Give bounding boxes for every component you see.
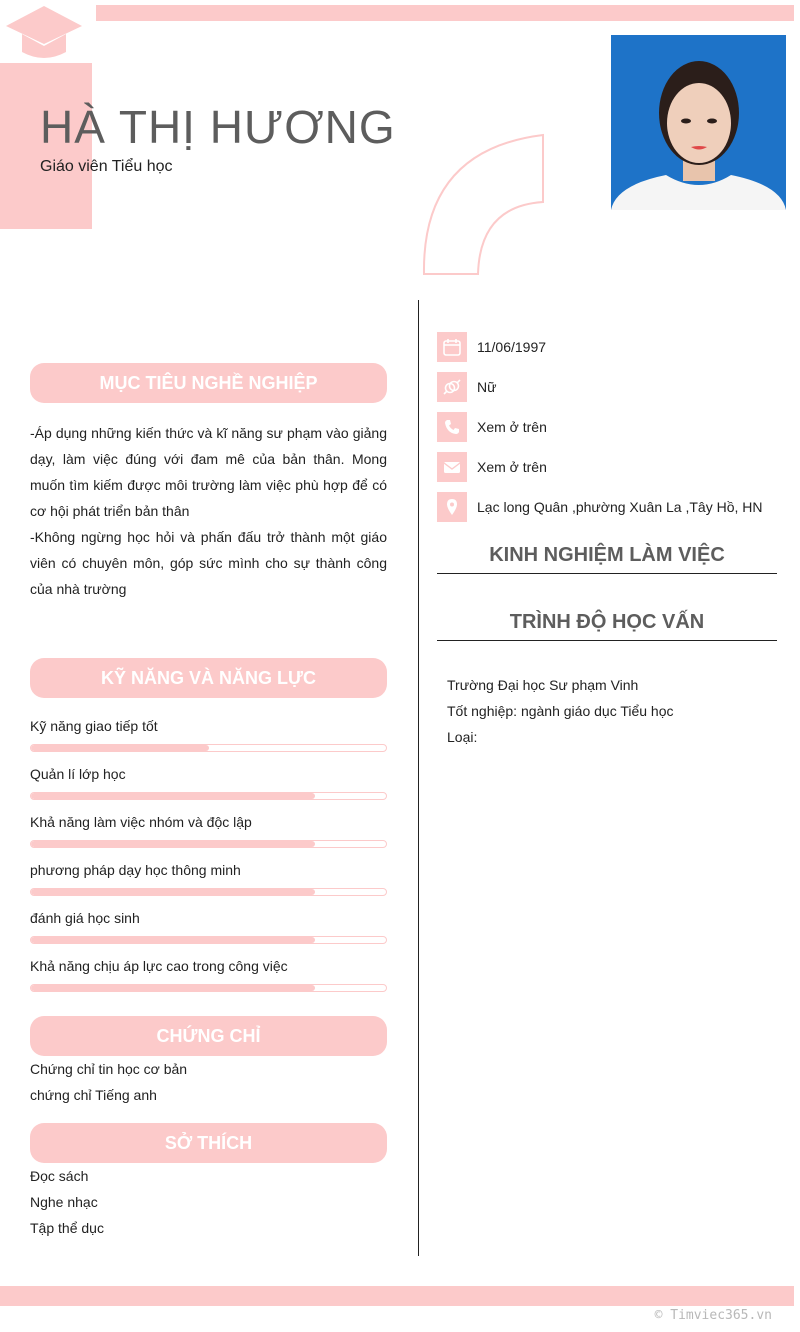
- experience-heading: KINH NGHIỆM LÀM VIỆC: [489, 544, 725, 566]
- objective-paragraph: -Áp dụng những kiến thức và kĩ năng sư phạm vào giảng dạy, làm việc đúng với đam mê của bản thân. Mong muốn tìm kiếm được môi trường làm việc phù hợp để có cơ hội phát triển bản thân: [30, 425, 387, 519]
- skill-label: đánh giá học sinh: [30, 910, 140, 926]
- profile-photo: [611, 35, 786, 210]
- education-heading: TRÌNH ĐỘ HỌC VẤN: [509, 611, 705, 633]
- skill-progress-bar: [30, 792, 387, 800]
- hobbies-heading: SỞ THÍCH: [30, 1123, 387, 1163]
- education-major: Tốt nghiệp: ngành giáo dục Tiểu học: [447, 703, 674, 719]
- header-accent-bar: [96, 5, 794, 21]
- candidate-name: HÀ THỊ HƯƠNG: [40, 101, 396, 153]
- certificates-list: [30, 1056, 187, 1108]
- skill-progress-bar: [30, 984, 387, 992]
- skill-progress-bar: [30, 936, 387, 944]
- skill-item: [30, 716, 387, 752]
- skill-progress-fill: [31, 745, 209, 751]
- skill-label: Khả năng làm việc nhóm và độc lập: [30, 814, 252, 830]
- education-details: [447, 672, 674, 750]
- email-icon: [437, 452, 467, 482]
- skill-item: [30, 860, 387, 896]
- footer-accent-bar: [0, 1286, 794, 1306]
- calendar-icon: [437, 332, 467, 362]
- watermark: © Timviec365.vn: [654, 1308, 772, 1323]
- skill-progress-bar: [30, 744, 387, 752]
- skill-progress-fill: [31, 793, 315, 799]
- list-item: Nghe nhạc: [30, 1194, 98, 1210]
- skill-progress-bar: [30, 888, 387, 896]
- contact-address: [437, 492, 763, 522]
- email-value: Xem ở trên: [477, 459, 547, 475]
- gender-icon: [437, 372, 467, 402]
- job-title: Giáo viên Tiểu học: [40, 158, 173, 175]
- skill-progress-fill: [31, 889, 315, 895]
- decorative-arc: [418, 130, 553, 280]
- address-value: Lạc long Quân ,phường Xuân La ,Tây Hồ, HN: [477, 499, 763, 515]
- contact-birthdate: [437, 332, 546, 362]
- contact-gender: [437, 372, 496, 402]
- skill-label: Quản lí lớp học: [30, 766, 126, 782]
- skill-progress-fill: [31, 841, 315, 847]
- skill-item: [30, 908, 387, 944]
- skills-heading: KỸ NĂNG VÀ NĂNG LỰC: [30, 658, 387, 698]
- skill-item: [30, 956, 387, 992]
- experience-underline: [437, 573, 777, 574]
- contact-email: [437, 452, 547, 482]
- list-item: Tập thể dục: [30, 1220, 104, 1236]
- skill-label: Khả năng chịu áp lực cao trong công việc: [30, 958, 288, 974]
- location-icon: [437, 492, 467, 522]
- skill-label: Kỹ năng giao tiếp tốt: [30, 718, 158, 734]
- graduation-cap-icon: [4, 4, 84, 62]
- list-item: Đọc sách: [30, 1168, 89, 1184]
- list-item: chứng chỉ Tiếng anh: [30, 1087, 157, 1103]
- hobbies-list: [30, 1163, 104, 1241]
- skill-progress-fill: [31, 937, 315, 943]
- education-school: Trường Đại học Sư phạm Vinh: [447, 677, 639, 693]
- column-divider: [418, 300, 419, 1256]
- skill-item: [30, 764, 387, 800]
- skill-progress-fill: [31, 985, 315, 991]
- phone-icon: [437, 412, 467, 442]
- objective-heading: MỤC TIÊU NGHỀ NGHIỆP: [30, 363, 387, 403]
- person-portrait-icon: [611, 35, 786, 210]
- objective-text: [30, 420, 387, 602]
- contact-phone: [437, 412, 547, 442]
- skill-progress-bar: [30, 840, 387, 848]
- birthdate-value: 11/06/1997: [477, 339, 547, 355]
- education-grade: Loại:: [447, 729, 478, 745]
- list-item: Chứng chỉ tin học cơ bản: [30, 1061, 188, 1077]
- gender-value: Nữ: [477, 379, 497, 395]
- phone-value: Xem ở trên: [477, 419, 547, 435]
- education-underline: [437, 640, 777, 641]
- certificates-heading: CHỨNG CHỈ: [30, 1016, 387, 1056]
- objective-paragraph: -Không ngừng học hỏi và phấn đấu trở thành một giáo viên có chuyên môn, góp sức mình cho sự thành công của nhà trường: [30, 529, 387, 597]
- skill-label: phương pháp dạy học thông minh: [30, 862, 241, 878]
- skill-item: [30, 812, 387, 848]
